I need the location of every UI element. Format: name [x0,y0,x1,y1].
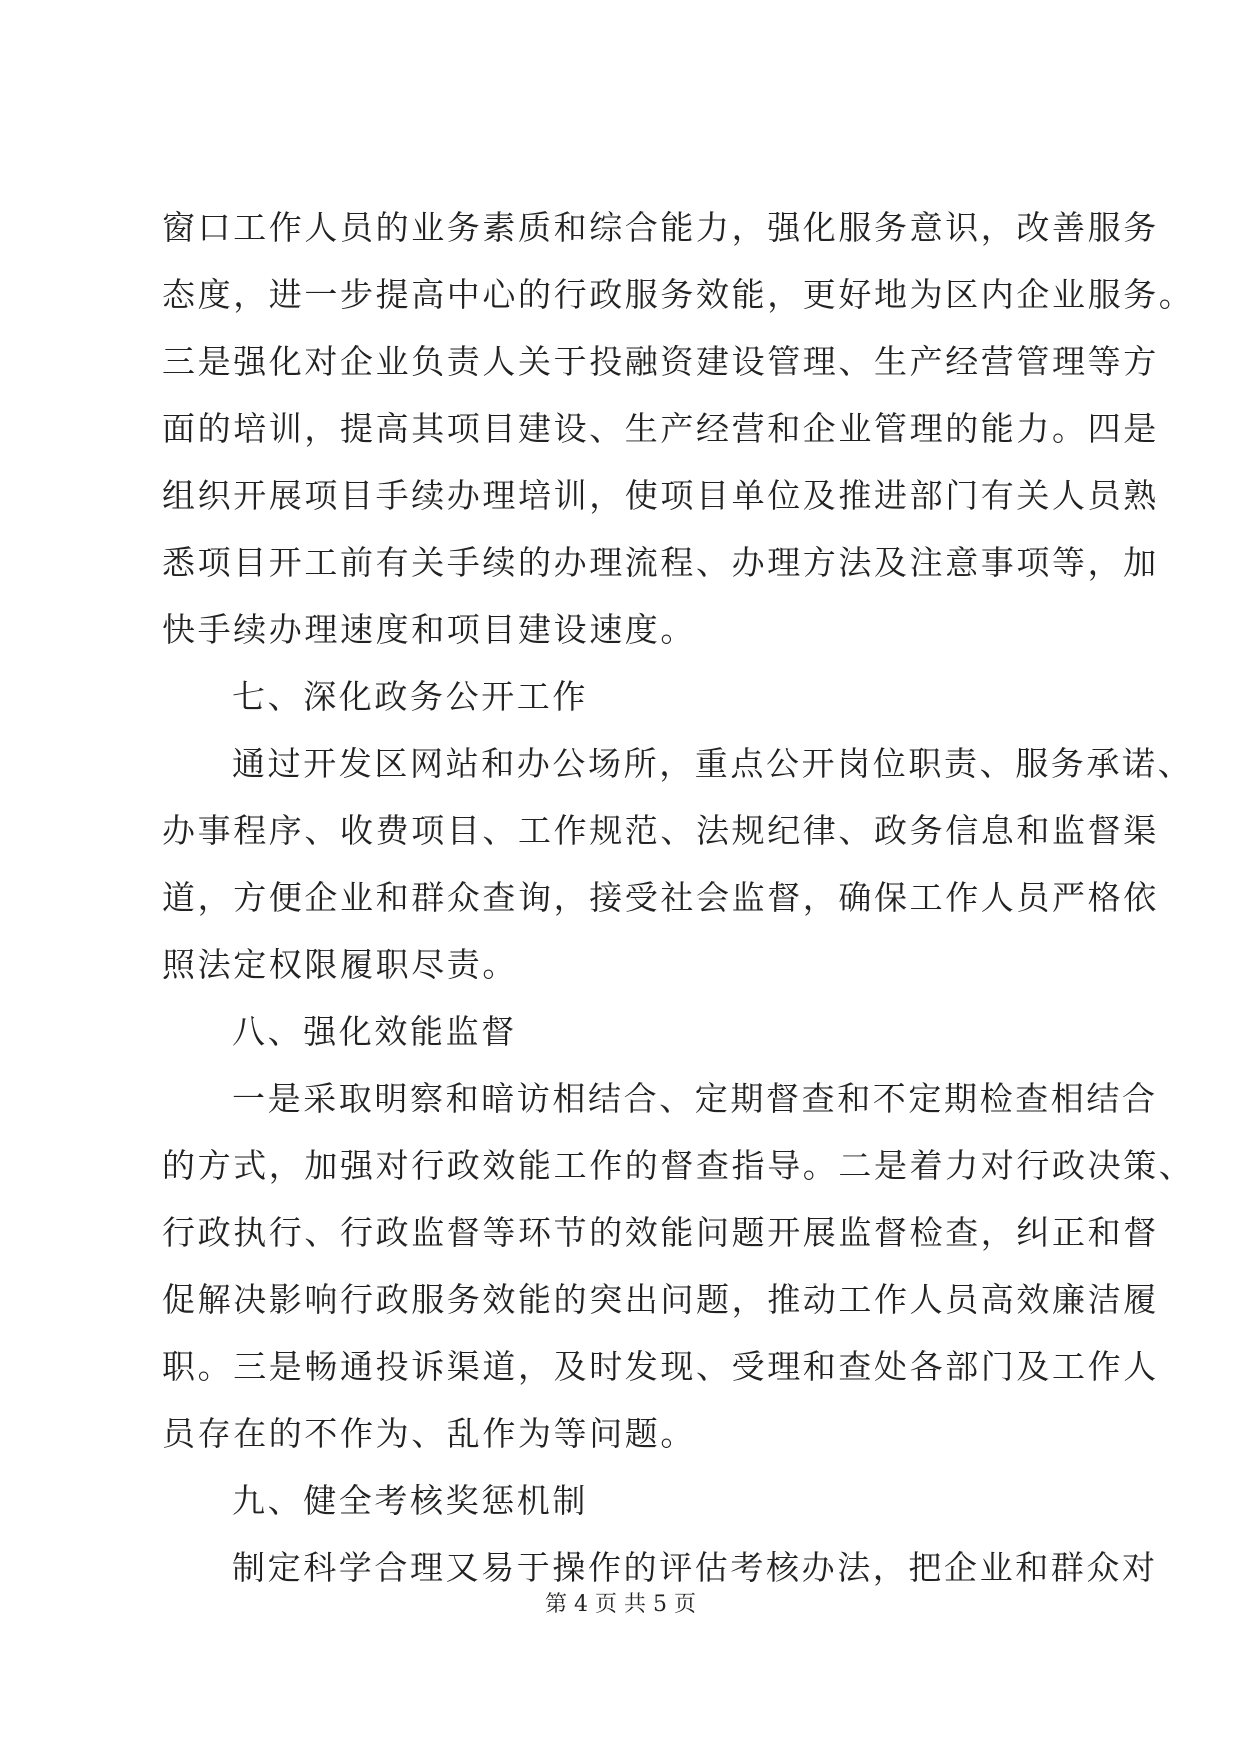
body-line: 制定科学合理又易于操作的评估考核办法，把企业和群众对 [232,1548,1158,1587]
body-line: 职。三是畅通投诉渠道，及时发现、受理和查处各部门及工作人 [162,1347,1159,1386]
body-line: 道，方便企业和群众查询，接受社会监督，确保工作人员严格依 [162,878,1159,917]
body-line: 三是强化对企业负责人关于投融资建设管理、生产经营管理等方 [162,342,1159,381]
body-line: 行政执行、行政监督等环节的效能问题开展监督检查，纠正和督 [162,1213,1159,1252]
body-line: 窗口工作人员的业务素质和综合能力，强化服务意识，改善服务 [162,208,1159,247]
body-line: 态度，进一步提高中心的行政服务效能，更好地为区内企业服务。 [162,275,1195,314]
section-heading: 七、深化政务公开工作 [232,677,588,716]
body-line: 促解决影响行政服务效能的突出问题，推动工作人员高效廉洁履 [162,1280,1159,1319]
section-heading: 九、健全考核奖惩机制 [232,1481,588,1520]
body-line: 一是采取明察和暗访相结合、定期督查和不定期检查相结合 [232,1079,1158,1118]
section-heading: 八、强化效能监督 [232,1012,517,1051]
body-line: 员存在的不作为、乱作为等问题。 [162,1414,696,1453]
body-line: 的方式，加强对行政效能工作的督查指导。二是着力对行政决策、 [162,1146,1195,1185]
body-line: 快手续办理速度和项目建设速度。 [162,610,696,649]
body-line: 面的培训，提高其项目建设、生产经营和企业管理的能力。四是 [162,409,1159,448]
body-line: 照法定权限履职尽责。 [162,945,518,984]
body-line: 办事程序、收费项目、工作规范、法规纪律、政务信息和监督渠 [162,811,1159,850]
body-line: 悉项目开工前有关手续的办理流程、办理方法及注意事项等，加 [162,543,1159,582]
body-line: 通过开发区网站和办公场所，重点公开岗位职责、服务承诺、 [232,744,1194,783]
body-line: 组织开展项目手续办理培训，使项目单位及推进部门有关人员熟 [162,476,1159,515]
page-number-footer: 第 4 页 共 5 页 [545,1592,696,1617]
